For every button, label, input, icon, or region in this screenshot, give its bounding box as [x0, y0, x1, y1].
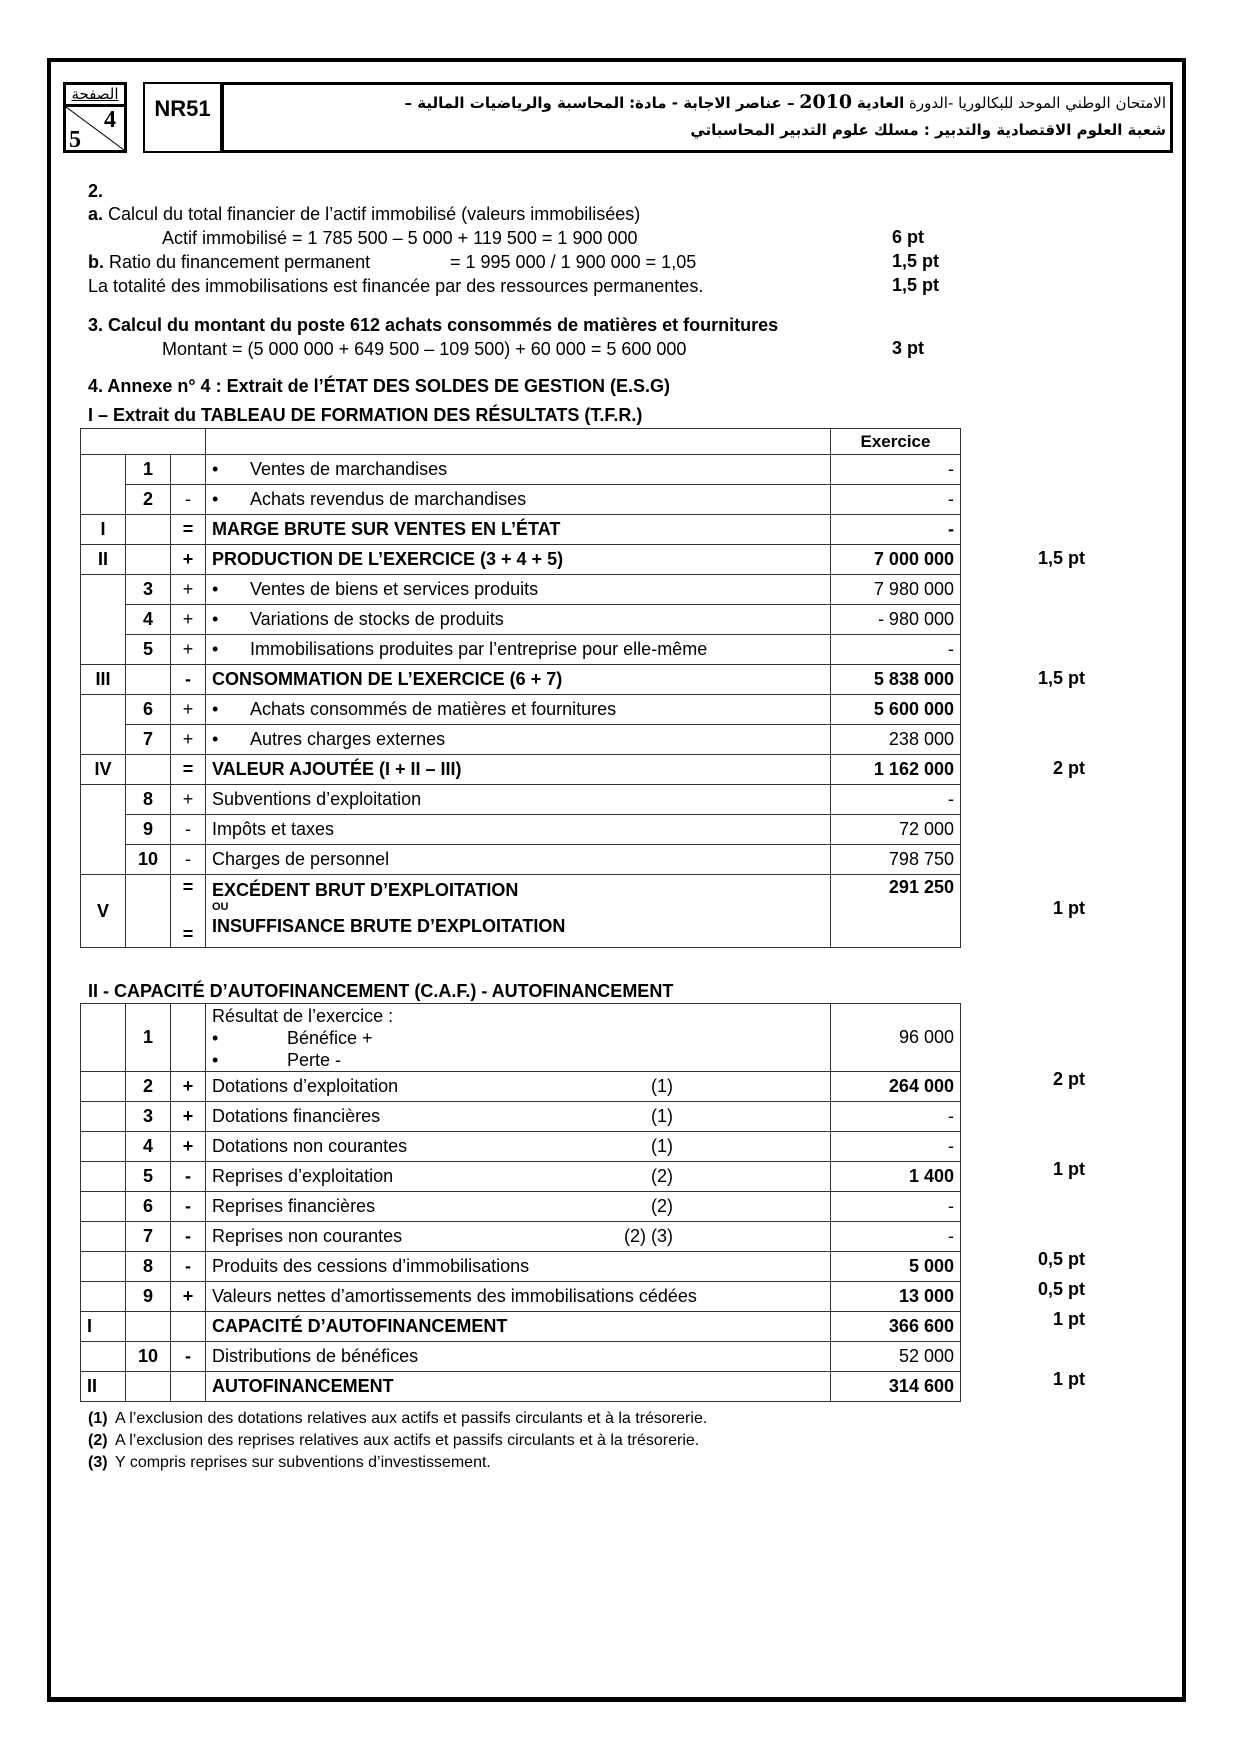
- section-2b: b. Ratio du financement permanent: [88, 252, 371, 272]
- caf-row: 2 + Dotations d’exploitation (1) 264 000: [81, 1072, 961, 1102]
- page-indicator: [63, 82, 127, 153]
- bullet-icon: •: [212, 699, 219, 719]
- exam-code: NR51: [143, 82, 224, 153]
- caf-points: 1 pt: [1052, 1369, 1085, 1389]
- tfr-row: 10 - Charges de personnel 798 750: [81, 845, 961, 875]
- footnote: (3) Y compris reprises sur subventions d’investissement.: [88, 1454, 491, 1471]
- footnote: (2) A l’exclusion des reprises relatives aux actifs et passifs circulants et à la trésorerie.: [88, 1432, 700, 1449]
- bullet-icon: •: [212, 729, 219, 749]
- section-2a-formula: Actif immobilisé = 1 785 500 – 5 000 + 119 500 = 1 900 000: [162, 228, 638, 248]
- tfr-points: 1,5 pt: [1037, 668, 1085, 688]
- caf-points: 1 pt: [1052, 1159, 1085, 1179]
- section-2-conclusion-points: 1,5 pt: [892, 275, 940, 295]
- section-3-title: 3. Calcul du montant du poste 612 achats consommés de matières et fournitures: [88, 315, 779, 335]
- tfr-header-row: [81, 429, 961, 455]
- bullet-icon: •: [212, 639, 219, 659]
- exam-title-line2: شعبة العلوم الاقتصادية والتدبير : مسلك علوم التدبير المحاسباتي: [690, 121, 1166, 139]
- tfr-row: 1 • Ventes de marchandises -: [81, 455, 961, 485]
- tfr-row: 9 - Impôts et taxes 72 000: [81, 815, 961, 845]
- bullet-icon: •: [212, 489, 219, 509]
- caf-table: [80, 1003, 961, 1402]
- tfr-table: [80, 428, 961, 948]
- tfr-row: 5 + • Immobilisations produites par l’entreprise pour elle-même -: [81, 635, 961, 665]
- page-total: 5: [69, 127, 81, 150]
- tfr-row: 4 + • Variations de stocks de produits - 980 000: [81, 605, 961, 635]
- ebe-value: 291 250: [831, 875, 961, 948]
- bullet-icon: •: [212, 1027, 219, 1048]
- section-3-points: 3 pt: [892, 338, 925, 358]
- section-2-conclusion: La totalité des immobilisations est financée par des ressources permanentes.: [88, 276, 704, 296]
- tfr-row: 8 + Subventions d’exploitation -: [81, 785, 961, 815]
- ebe-points: 1 pt: [1052, 898, 1085, 918]
- footnote-ref: (1): [651, 1076, 673, 1096]
- section-4-title: 4. Annexe n° 4 : Extrait de l’ÉTAT DES SOLDES DE GESTION (E.S.G): [88, 376, 670, 396]
- caf-row: II AUTOFINANCEMENT 314 600: [81, 1372, 961, 1402]
- ibe-label: INSUFFISANCE BRUTE D’EXPLOITATION: [212, 916, 566, 936]
- tfr-row: III - CONSOMMATION DE L’EXERCICE (6 + 7) 5 838 000: [81, 665, 961, 695]
- caf-row: 8 - Produits des cessions d’immobilisations 5 000: [81, 1252, 961, 1282]
- footnote-ref: (2): [651, 1196, 673, 1216]
- page-current: 4: [104, 107, 116, 133]
- caf-row: 4 + Dotations non courantes (1) -: [81, 1132, 961, 1162]
- tfr-row: 3 + • Ventes de biens et services produits 7 980 000: [81, 575, 961, 605]
- tfr-header-exercice: Exercice: [831, 429, 961, 455]
- ebe-label: EXCÉDENT BRUT D’EXPLOITATION: [212, 880, 519, 900]
- bullet-icon: •: [212, 459, 219, 479]
- footnote-ref: (2) (3): [624, 1226, 673, 1246]
- bullet-icon: •: [212, 579, 219, 599]
- section-2-number: 2.: [88, 181, 104, 201]
- footnote: (1) A l’exclusion des dotations relatives aux actifs et passifs circulants et à la trésorerie.: [88, 1410, 708, 1427]
- exam-title-line1: الامتحان الوطني الموحد للبكالوريا -الدورة العادية 2010 – عناصر الاجابة - مادة: المحاسبة والرياضيات المالية –: [404, 91, 1166, 113]
- footnote-ref: (2): [651, 1166, 673, 1186]
- caf-row: 3 + Dotations financières (1) -: [81, 1102, 961, 1132]
- section-2a-points: 6 pt: [892, 227, 925, 247]
- tfr-row: 6 + • Achats consommés de matières et fournitures 5 600 000: [81, 695, 961, 725]
- footnote-ref: (1): [651, 1106, 673, 1126]
- or-label: OU: [212, 901, 229, 913]
- caf-points: 1 pt: [1052, 1309, 1085, 1329]
- tfr-row-ebe: V = = EXCÉDENT BRUT D’EXPLOITATION OU INSUFFISANCE BRUTE D’EXPLOITATION 291 250: [81, 875, 961, 948]
- caf-points: 0,5 pt: [1037, 1249, 1085, 1269]
- tfr-row: IV = VALEUR AJOUTÉE (I + II – III) 1 162 000: [81, 755, 961, 785]
- bullet-icon: •: [212, 1049, 219, 1070]
- caf-row: 9 + Valeurs nettes d’amortissements des immobilisations cédées 13 000: [81, 1282, 961, 1312]
- caf-row: 10 - Distributions de bénéfices 52 000: [81, 1342, 961, 1372]
- section-2b-points: 1,5 pt: [892, 251, 940, 271]
- tfr-row: 2 - • Achats revendus de marchandises -: [81, 485, 961, 515]
- caf-row: 7 - Reprises non courantes (2) (3) -: [81, 1222, 961, 1252]
- tfr-row: 7 + • Autres charges externes 238 000: [81, 725, 961, 755]
- caf-row-resultat: 1 Résultat de l’exercice : • Bénéfice + • Perte - 96 000: [81, 1004, 961, 1072]
- caf-points: 0,5 pt: [1037, 1279, 1085, 1299]
- caf-row: 6 - Reprises financières (2) -: [81, 1192, 961, 1222]
- exam-title-box: [223, 82, 1173, 153]
- bullet-icon: •: [212, 609, 219, 629]
- section-2a: a. Calcul du total financier de l’actif immobilisé (valeurs immobilisées): [88, 204, 641, 224]
- footnotes: [88, 1408, 707, 1474]
- tfr-row: I = MARGE BRUTE SUR VENTES EN L’ÉTAT -: [81, 515, 961, 545]
- section-2b-formula: = 1 995 000 / 1 900 000 = 1,05: [450, 252, 697, 272]
- resultat-value: 96 000: [831, 1004, 961, 1072]
- tfr-title: I – Extrait du TABLEAU DE FORMATION DES RÉSULTATS (T.F.R.): [88, 405, 643, 425]
- page-label: الصفحة: [66, 85, 124, 107]
- section-3-formula: Montant = (5 000 000 + 649 500 – 109 500) + 60 000 = 5 600 000: [162, 339, 687, 359]
- footnote-ref: (1): [651, 1136, 673, 1156]
- caf-title: II - CAPACITÉ D’AUTOFINANCEMENT (C.A.F.) - AUTOFINANCEMENT: [88, 981, 674, 1001]
- caf-points: 2 pt: [1052, 1069, 1085, 1089]
- tfr-points: 2 pt: [1052, 758, 1085, 778]
- exam-year: 2010: [799, 91, 853, 113]
- caf-row: I CAPACITÉ D’AUTOFINANCEMENT 366 600: [81, 1312, 961, 1342]
- tfr-points: 1,5 pt: [1037, 548, 1085, 568]
- caf-row: 5 - Reprises d’exploitation (2) 1 400: [81, 1162, 961, 1192]
- tfr-row: II + PRODUCTION DE L’EXERCICE (3 + 4 + 5) 7 000 000: [81, 545, 961, 575]
